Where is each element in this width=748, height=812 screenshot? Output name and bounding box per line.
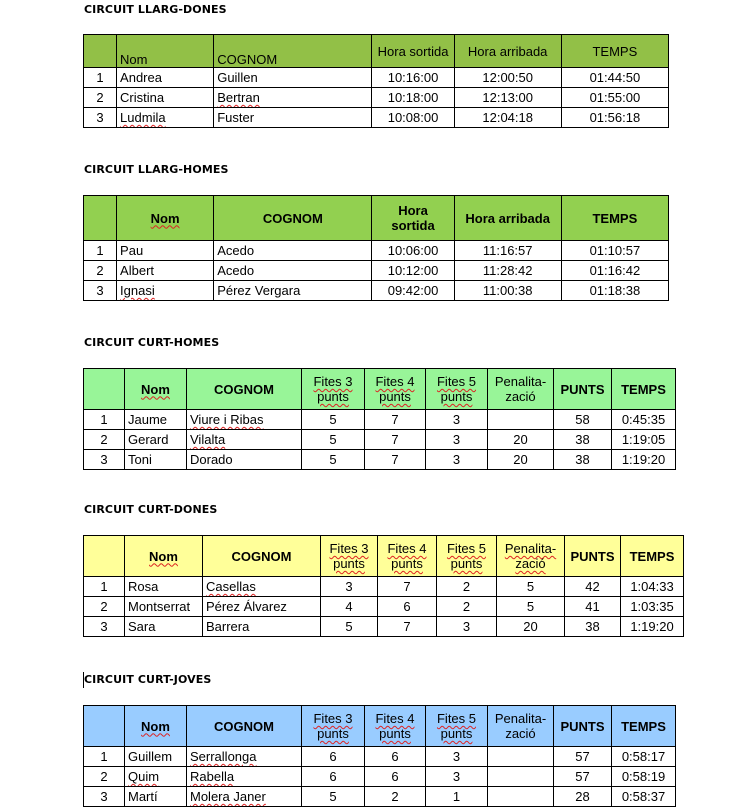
cell xyxy=(117,281,214,301)
header-text: Nom xyxy=(141,718,170,734)
cell: Martí xyxy=(125,787,187,807)
header-cell xyxy=(321,536,378,577)
header-cell: TEMPS xyxy=(561,35,668,68)
cell xyxy=(488,787,554,807)
cell: 3 xyxy=(84,450,125,470)
cell: 5 xyxy=(302,450,365,470)
cell: 10:06:00 xyxy=(372,241,454,261)
cell: 1 xyxy=(84,241,117,261)
cell: Jaume xyxy=(125,410,187,430)
cell: 2 xyxy=(84,430,125,450)
header-cell xyxy=(84,196,117,241)
table-row xyxy=(84,747,676,767)
cell: 57 xyxy=(554,767,612,787)
cell xyxy=(214,88,372,108)
cell: Gerard xyxy=(125,430,187,450)
table-row xyxy=(84,88,669,108)
header-cell: COGNOM xyxy=(187,369,302,410)
header-cell: TEMPS xyxy=(621,536,684,577)
table-row xyxy=(84,68,669,88)
cell: 1 xyxy=(84,577,125,597)
table-row xyxy=(84,450,676,470)
cell: 6 xyxy=(302,747,365,767)
cell: 1:19:05 xyxy=(612,430,676,450)
cell: 12:04:18 xyxy=(454,108,561,128)
table-header-row xyxy=(84,706,676,747)
cell-text: Serrallonga xyxy=(190,749,257,764)
cell: 11:28:42 xyxy=(454,261,561,281)
header-cell: COGNOM xyxy=(214,196,372,241)
cell: 5 xyxy=(497,597,565,617)
header-cell xyxy=(84,369,125,410)
cell: 38 xyxy=(554,430,612,450)
header-cell xyxy=(365,706,426,747)
cell: Acedo xyxy=(214,261,372,281)
cell: 2 xyxy=(84,767,125,787)
table-header-row xyxy=(84,35,669,68)
cell: 42 xyxy=(565,577,621,597)
cell: Acedo xyxy=(214,241,372,261)
header-text: Fites 4 punts xyxy=(375,711,415,741)
section-title-llarg-dones: CIRCUIT LLARG-DONES xyxy=(84,3,227,16)
cell: Guillen xyxy=(214,68,372,88)
cell: 10:16:00 xyxy=(372,68,454,88)
cell: 57 xyxy=(554,747,612,767)
cell: 0:58:17 xyxy=(612,747,676,767)
cell: Sara xyxy=(125,617,203,637)
header-text: Nom xyxy=(141,381,170,397)
cell: 1 xyxy=(84,410,125,430)
header-cell xyxy=(84,536,125,577)
cell: 01:18:38 xyxy=(561,281,668,301)
cell: 0:58:37 xyxy=(612,787,676,807)
header-cell: PUNTS xyxy=(554,369,612,410)
cell-text: Ignasi xyxy=(120,283,155,298)
cell-text: Viure i Ribas xyxy=(190,412,264,427)
cell: Fuster xyxy=(214,108,372,128)
cell: Rosa xyxy=(125,577,203,597)
cell-text: Bertran xyxy=(217,90,260,105)
cell xyxy=(488,747,554,767)
header-cell: PUNTS xyxy=(554,706,612,747)
cell: Guillem xyxy=(125,747,187,767)
cell: 5 xyxy=(321,617,378,637)
cell: Pau xyxy=(117,241,214,261)
cell: 1:03:35 xyxy=(621,597,684,617)
cell: 5 xyxy=(302,430,365,450)
cell xyxy=(187,787,302,807)
header-text: Penalita-zació xyxy=(504,541,557,571)
cell xyxy=(187,747,302,767)
section-title-llarg-homes: CIRCUIT LLARG-HOMES xyxy=(84,163,229,176)
section-title-curt-dones: CIRCUIT CURT-DONES xyxy=(84,503,218,516)
section-title-curt-joves: CIRCUIT CURT-JOVES xyxy=(84,673,212,686)
table-row xyxy=(84,108,669,128)
header-text: Fites 4 punts xyxy=(375,374,415,404)
cell: 7 xyxy=(365,410,426,430)
header-cell xyxy=(426,706,488,747)
table-row xyxy=(84,787,676,807)
cell xyxy=(187,410,302,430)
header-cell: Penalita-zació xyxy=(488,369,554,410)
cell: 1 xyxy=(84,747,125,767)
cell: 28 xyxy=(554,787,612,807)
table-row xyxy=(84,597,684,617)
header-cell: Hora sortida xyxy=(372,196,454,241)
cell: 2 xyxy=(84,597,125,617)
cell: 2 xyxy=(84,261,117,281)
cell: 3 xyxy=(426,747,488,767)
header-text: Nom xyxy=(150,210,180,226)
cell-text: Vilalta xyxy=(190,432,226,447)
results-table-curt-homes xyxy=(83,368,676,470)
cell: 11:00:38 xyxy=(454,281,561,301)
cell: 10:12:00 xyxy=(372,261,454,281)
cell xyxy=(203,577,321,597)
header-text: Nom xyxy=(149,548,178,564)
cell xyxy=(125,767,187,787)
cell xyxy=(488,410,554,430)
cell: 12:13:00 xyxy=(454,88,561,108)
header-cell: COGNOM xyxy=(203,536,321,577)
cell-text: Casellas xyxy=(206,579,256,594)
cell: 0:58:19 xyxy=(612,767,676,787)
cell: 2 xyxy=(84,88,117,108)
header-cell xyxy=(125,536,203,577)
cell: 01:56:18 xyxy=(561,108,668,128)
header-cell xyxy=(437,536,497,577)
cell: 6 xyxy=(302,767,365,787)
header-text: Fites 5 punts xyxy=(446,541,486,571)
table-row xyxy=(84,410,676,430)
cell: 2 xyxy=(437,597,497,617)
header-cell: Hora arribada xyxy=(454,196,561,241)
cell: 20 xyxy=(497,617,565,637)
cell-text: Molera Janer xyxy=(190,789,266,804)
header-cell xyxy=(302,706,365,747)
header-cell: Nom xyxy=(117,35,214,68)
table-row xyxy=(84,281,669,301)
header-cell: COGNOM xyxy=(214,35,372,68)
cell: 3 xyxy=(426,767,488,787)
cell: 20 xyxy=(488,450,554,470)
header-cell xyxy=(426,369,488,410)
cell: 1 xyxy=(426,787,488,807)
table-row xyxy=(84,577,684,597)
header-text: Fites 5 punts xyxy=(436,374,476,404)
table-header-row xyxy=(84,196,669,241)
cell: 01:10:57 xyxy=(561,241,668,261)
cell: 01:44:50 xyxy=(561,68,668,88)
header-cell xyxy=(84,706,125,747)
cell: 2 xyxy=(437,577,497,597)
header-cell xyxy=(125,369,187,410)
cell: 3 xyxy=(84,787,125,807)
cell: 3 xyxy=(426,410,488,430)
cell: Toni xyxy=(125,450,187,470)
cell: 3 xyxy=(426,430,488,450)
cell: Dorado xyxy=(187,450,302,470)
cell: 38 xyxy=(554,450,612,470)
header-cell: Hora arribada xyxy=(454,35,561,68)
cell: 7 xyxy=(365,450,426,470)
header-cell xyxy=(84,35,117,68)
cell: Pérez Álvarez xyxy=(203,597,321,617)
cell xyxy=(117,108,214,128)
header-cell xyxy=(302,369,365,410)
header-text: Fites 3 punts xyxy=(313,374,353,404)
cell: 1:19:20 xyxy=(612,450,676,470)
cell: 5 xyxy=(302,410,365,430)
header-text: Fites 4 punts xyxy=(387,541,427,571)
cell: 12:00:50 xyxy=(454,68,561,88)
cell: Cristina xyxy=(117,88,214,108)
cell: 6 xyxy=(365,747,426,767)
cell: 7 xyxy=(365,430,426,450)
cell: 7 xyxy=(378,617,437,637)
cell-text: Rabella xyxy=(190,769,235,784)
cell: 3 xyxy=(84,108,117,128)
cell: 1:04:33 xyxy=(621,577,684,597)
cell: 4 xyxy=(321,597,378,617)
section-title-curt-homes: CIRCUIT CURT-HOMES xyxy=(84,336,220,349)
header-cell: TEMPS xyxy=(612,706,676,747)
cell: 1 xyxy=(84,68,117,88)
header-cell: COGNOM xyxy=(187,706,302,747)
cell: 7 xyxy=(378,577,437,597)
header-cell xyxy=(117,196,214,241)
cell: 11:16:57 xyxy=(454,241,561,261)
cell: 1:19:20 xyxy=(621,617,684,637)
cell: 3 xyxy=(437,617,497,637)
cell: 5 xyxy=(497,577,565,597)
header-text: Fites 3 punts xyxy=(329,541,369,571)
cell: 58 xyxy=(554,410,612,430)
cell xyxy=(488,767,554,787)
table-row xyxy=(84,617,684,637)
table-row xyxy=(84,767,676,787)
results-table-curt-joves xyxy=(83,705,676,807)
cell: Andrea xyxy=(117,68,214,88)
table-row xyxy=(84,430,676,450)
table-row xyxy=(84,241,669,261)
cell xyxy=(187,767,302,787)
results-table-curt-dones xyxy=(83,535,684,637)
cell: Montserrat xyxy=(125,597,203,617)
header-cell xyxy=(497,536,565,577)
cell-text: Quim xyxy=(128,769,160,784)
table-row xyxy=(84,261,669,281)
table-header-row xyxy=(84,369,676,410)
cell: 6 xyxy=(365,767,426,787)
cell: 09:42:00 xyxy=(372,281,454,301)
results-table-llarg-homes xyxy=(83,195,669,301)
cell: 0:45:35 xyxy=(612,410,676,430)
header-cell: Penalita-zació xyxy=(488,706,554,747)
header-text: Fites 3 punts xyxy=(313,711,353,741)
cell: 01:55:00 xyxy=(561,88,668,108)
header-cell: Hora sortida xyxy=(372,35,454,68)
cell: 5 xyxy=(302,787,365,807)
cell: 20 xyxy=(488,430,554,450)
header-cell xyxy=(125,706,187,747)
cell-text: Ludmila xyxy=(120,110,166,125)
cell: 3 xyxy=(84,281,117,301)
cell: 10:18:00 xyxy=(372,88,454,108)
cell: Albert xyxy=(117,261,214,281)
header-cell xyxy=(365,369,426,410)
cell: 41 xyxy=(565,597,621,617)
header-cell: TEMPS xyxy=(561,196,668,241)
cell: 10:08:00 xyxy=(372,108,454,128)
cell: 2 xyxy=(365,787,426,807)
header-cell xyxy=(378,536,437,577)
cell: 3 xyxy=(321,577,378,597)
table-header-row xyxy=(84,536,684,577)
cell: 38 xyxy=(565,617,621,637)
header-text: Fites 5 punts xyxy=(436,711,476,741)
cell: 6 xyxy=(378,597,437,617)
cell: 01:16:42 xyxy=(561,261,668,281)
cell: 3 xyxy=(426,450,488,470)
cell: 3 xyxy=(84,617,125,637)
header-cell: PUNTS xyxy=(565,536,621,577)
cell xyxy=(187,430,302,450)
cell: Pérez Vergara xyxy=(214,281,372,301)
results-table-llarg-dones xyxy=(83,34,669,128)
header-cell: TEMPS xyxy=(612,369,676,410)
cell: Barrera xyxy=(203,617,321,637)
